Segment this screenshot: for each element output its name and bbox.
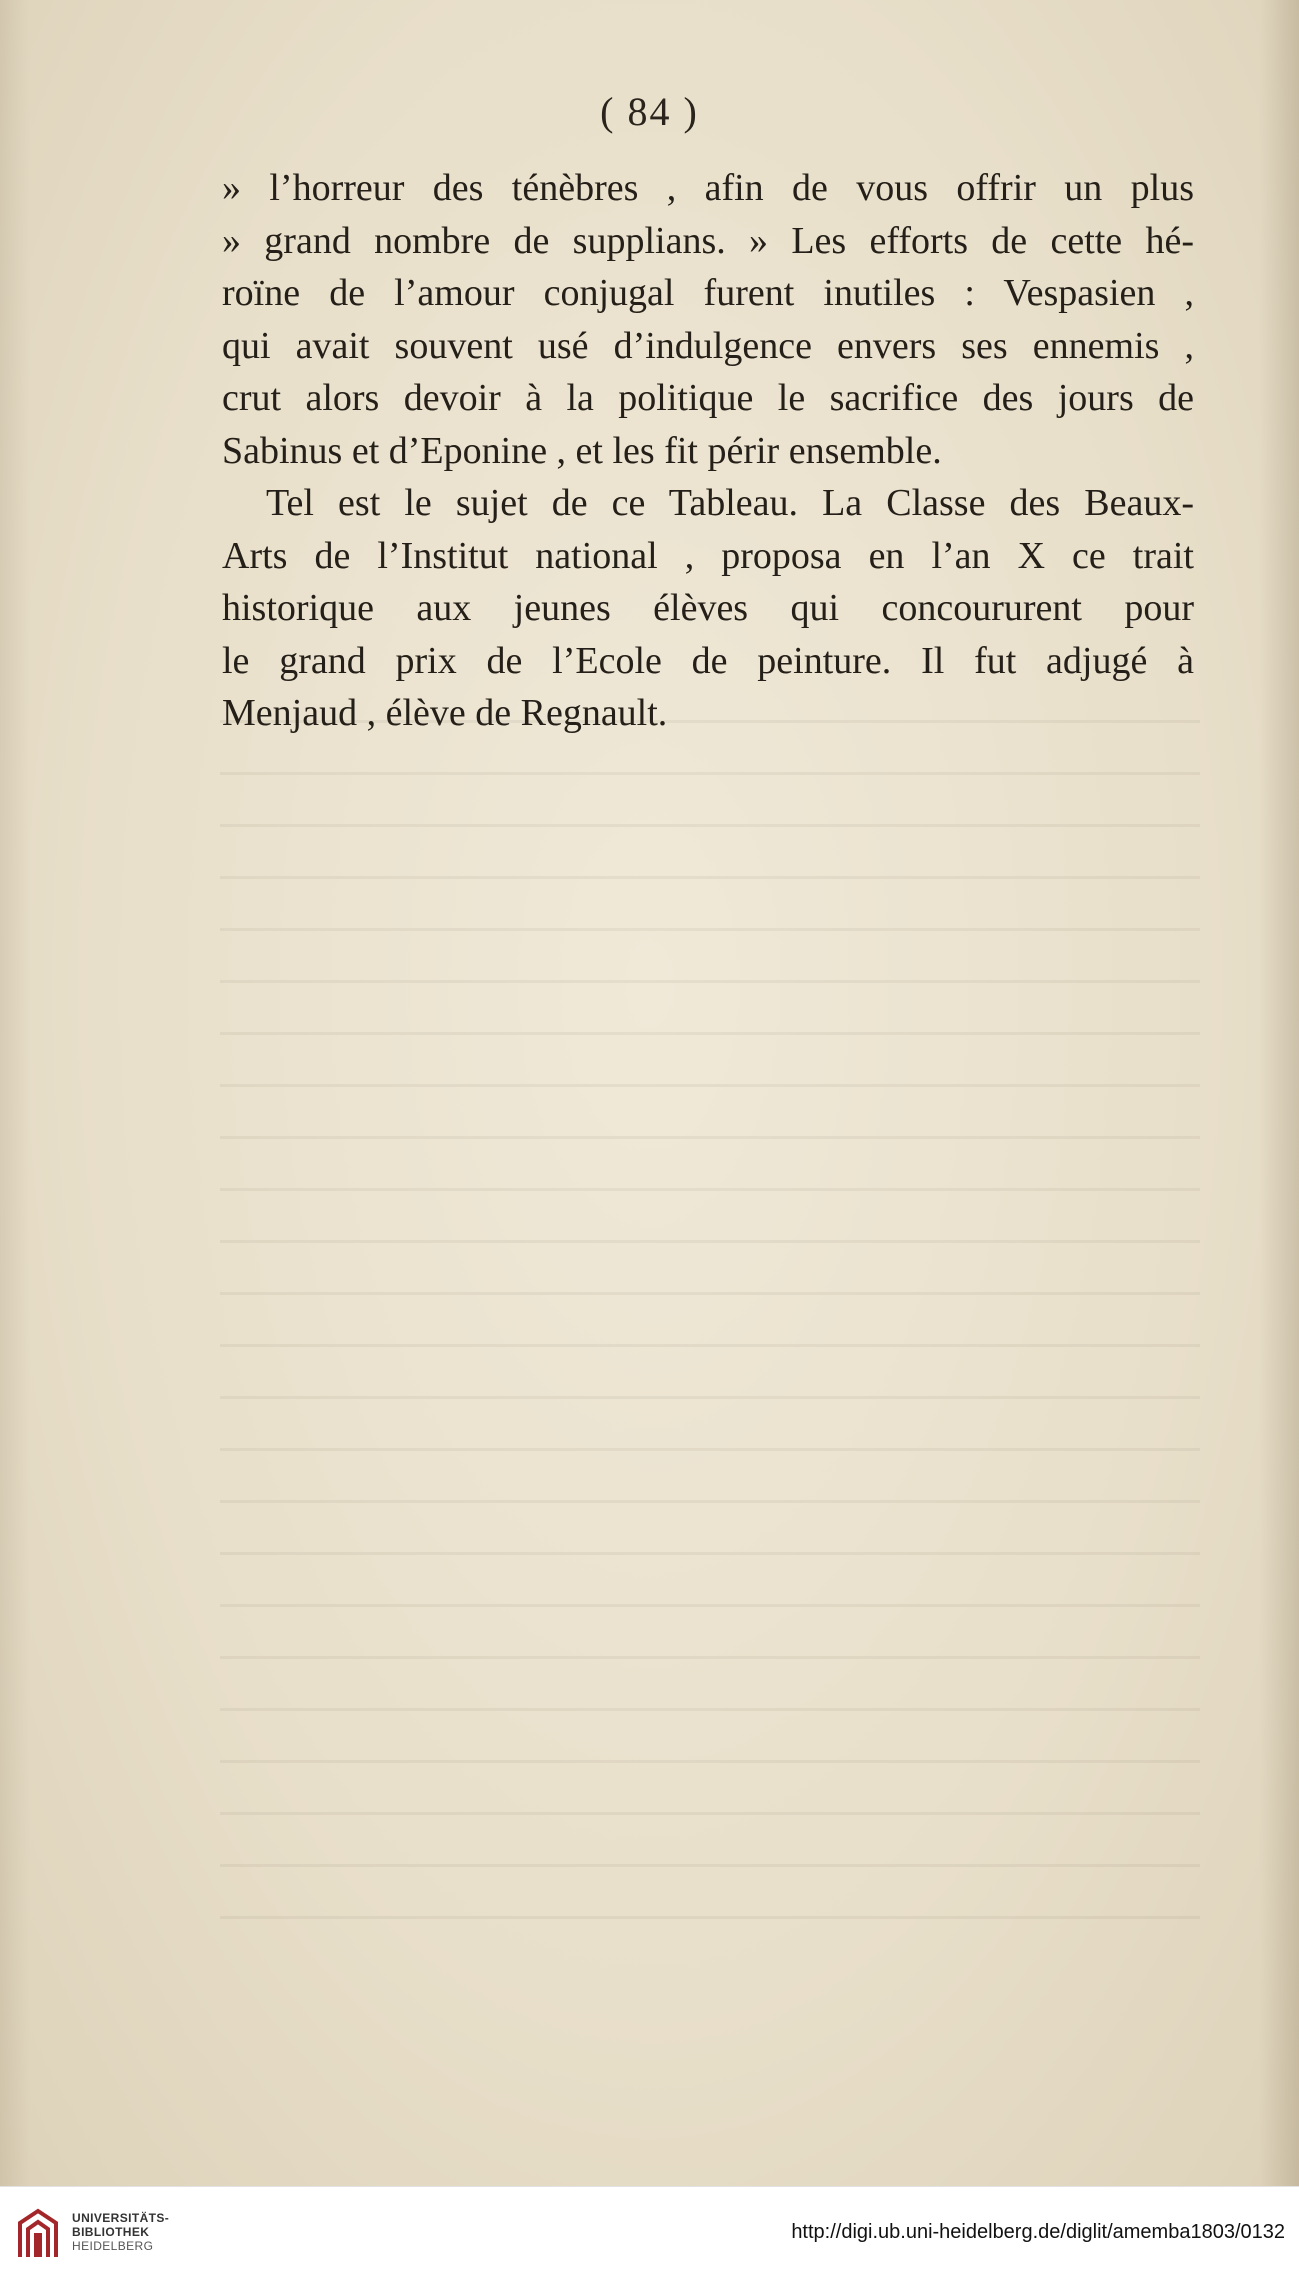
viewer-footer [0, 2186, 1299, 2280]
show-through-texture [220, 720, 1200, 1920]
text-line: le grand prix de l’Ecole de peinture. Il fut adjugé à [222, 639, 1194, 682]
page-number: ( 84 ) [600, 89, 699, 134]
text-line: roïne de l’amour conjugal furent inutiles : Vespasien , [222, 272, 1194, 314]
library-name-line: UNIVERSITÄTS- [72, 2211, 170, 2225]
permalink-url[interactable]: http://digi.ub.uni-heidelberg.de/diglit/amemba1803/0132 [791, 2221, 1285, 2243]
text-line: crut alors devoir à la politique le sacrifice des jours de [222, 377, 1194, 419]
text-line: historique aux jeunes élèves qui concoururent pour [222, 587, 1194, 629]
page-shadow-right [1259, 0, 1299, 2186]
text-line: Menjaud , élève de Regnault. [222, 692, 668, 734]
university-library-logo-icon [14, 2205, 62, 2263]
body-text [222, 162, 1194, 740]
text-line: » grand nombre de supplians. » Les efforts de cette hé- [222, 219, 1194, 262]
text-line: Sabinus et d’Eponine , et les fit périr ensemble. [222, 429, 942, 472]
text-line: » l’horreur des ténèbres , afin de vous offrir un plus [222, 167, 1194, 209]
library-name [72, 2211, 169, 2253]
page-shadow-left [0, 0, 30, 2186]
library-name-line: HEIDELBERG [72, 2239, 154, 2253]
library-name-line: BIBLIOTHEK [72, 2225, 150, 2239]
text-line: qui avait souvent usé d’indulgence envers ses ennemis , [222, 324, 1194, 367]
text-line: Tel est le sujet de ce Tableau. La Classe des Beaux- [266, 482, 1194, 524]
text-line: Arts de l’Institut national , proposa en l’an X ce trait [222, 534, 1194, 577]
